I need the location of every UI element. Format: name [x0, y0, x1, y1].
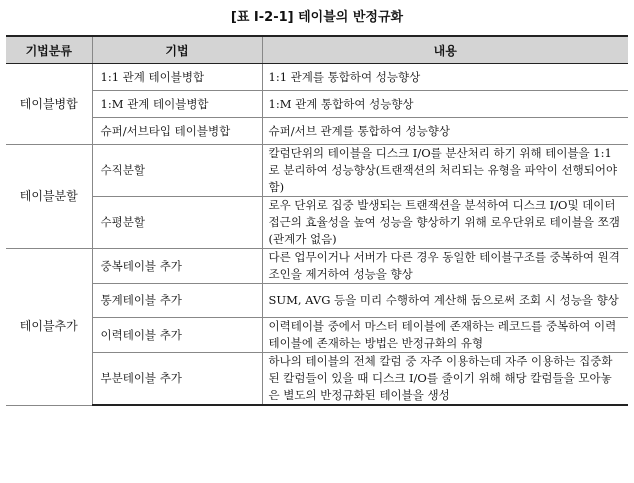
content-cell: 다른 업무이거나 서버가 다른 경우 동일한 테이블구조를 중복하여 원격조인을 제거하여 성능을 향상 [262, 249, 628, 284]
content-cell: 이력테이블 중에서 마스터 테이블에 존재하는 레코드를 중복하여 이력테이블에 존재하는 방법은 반정규화의 유형 [262, 318, 628, 353]
content-cell: 로우 단위로 집중 발생되는 트랜잭션을 분석하여 디스크 I/O및 데이터접근의 효율성을 높여 성능을 향상하기 위해 로우단위로 테이블을 쪼갬(관계가 없음) [262, 197, 628, 249]
technique-cell: 통계테이블 추가 [92, 284, 262, 318]
technique-cell: 수직분할 [92, 145, 262, 197]
table-row [6, 318, 628, 353]
header-row [6, 36, 628, 64]
technique-cell: 슈퍼/서브타입 테이블병합 [92, 118, 262, 145]
table-row [6, 91, 628, 118]
content-cell: 1:M 관계 통합하여 성능향상 [262, 91, 628, 118]
technique-cell: 부분테이블 추가 [92, 353, 262, 406]
table-row [6, 284, 628, 318]
technique-cell: 1:1 관계 테이블병합 [92, 64, 262, 91]
technique-cell: 이력테이블 추가 [92, 318, 262, 353]
content-cell: SUM, AVG 등을 미리 수행하여 계산해 둠으로써 조회 시 성능을 향상 [262, 284, 628, 318]
content-cell: 하나의 테이블의 전체 칼럼 중 자주 이용하는데 자주 이용하는 집중화된 칼럼들이 있을 때 디스크 I/O를 줄이기 위해 해당 칼럼들을 모아놓은 별도의 반정규화된 테이블을 생성 [262, 353, 628, 406]
table-row [6, 249, 628, 284]
table-row [6, 353, 628, 406]
content-cell: 칼럼단위의 테이블을 디스크 I/O를 분산처리 하기 위해 테이블을 1:1로 분리하여 성능향상(트랜잭션의 처리되는 유형을 파악이 선행되어야 함) [262, 145, 628, 197]
table-row [6, 118, 628, 145]
group-label: 테이블병합 [6, 64, 92, 145]
denormalization-table [6, 35, 628, 406]
table-row [6, 197, 628, 249]
header-technique: 기법 [92, 36, 262, 64]
content-cell: 슈퍼/서브 관계를 통합하여 성능향상 [262, 118, 628, 145]
table-caption: [표 Ⅰ-2-1] 테이블의 반정규화 [230, 10, 404, 25]
header-content: 내용 [262, 36, 628, 64]
table-row [6, 145, 628, 197]
content-cell: 1:1 관계를 통합하여 성능향상 [262, 64, 628, 91]
header-category: 기법분류 [6, 36, 92, 64]
technique-cell: 1:M 관계 테이블병합 [92, 91, 262, 118]
technique-cell: 수평분할 [92, 197, 262, 249]
table-row [6, 64, 628, 91]
group-label: 테이블분할 [6, 145, 92, 249]
group-label: 테이블추가 [6, 249, 92, 406]
technique-cell: 중복테이블 추가 [92, 249, 262, 284]
